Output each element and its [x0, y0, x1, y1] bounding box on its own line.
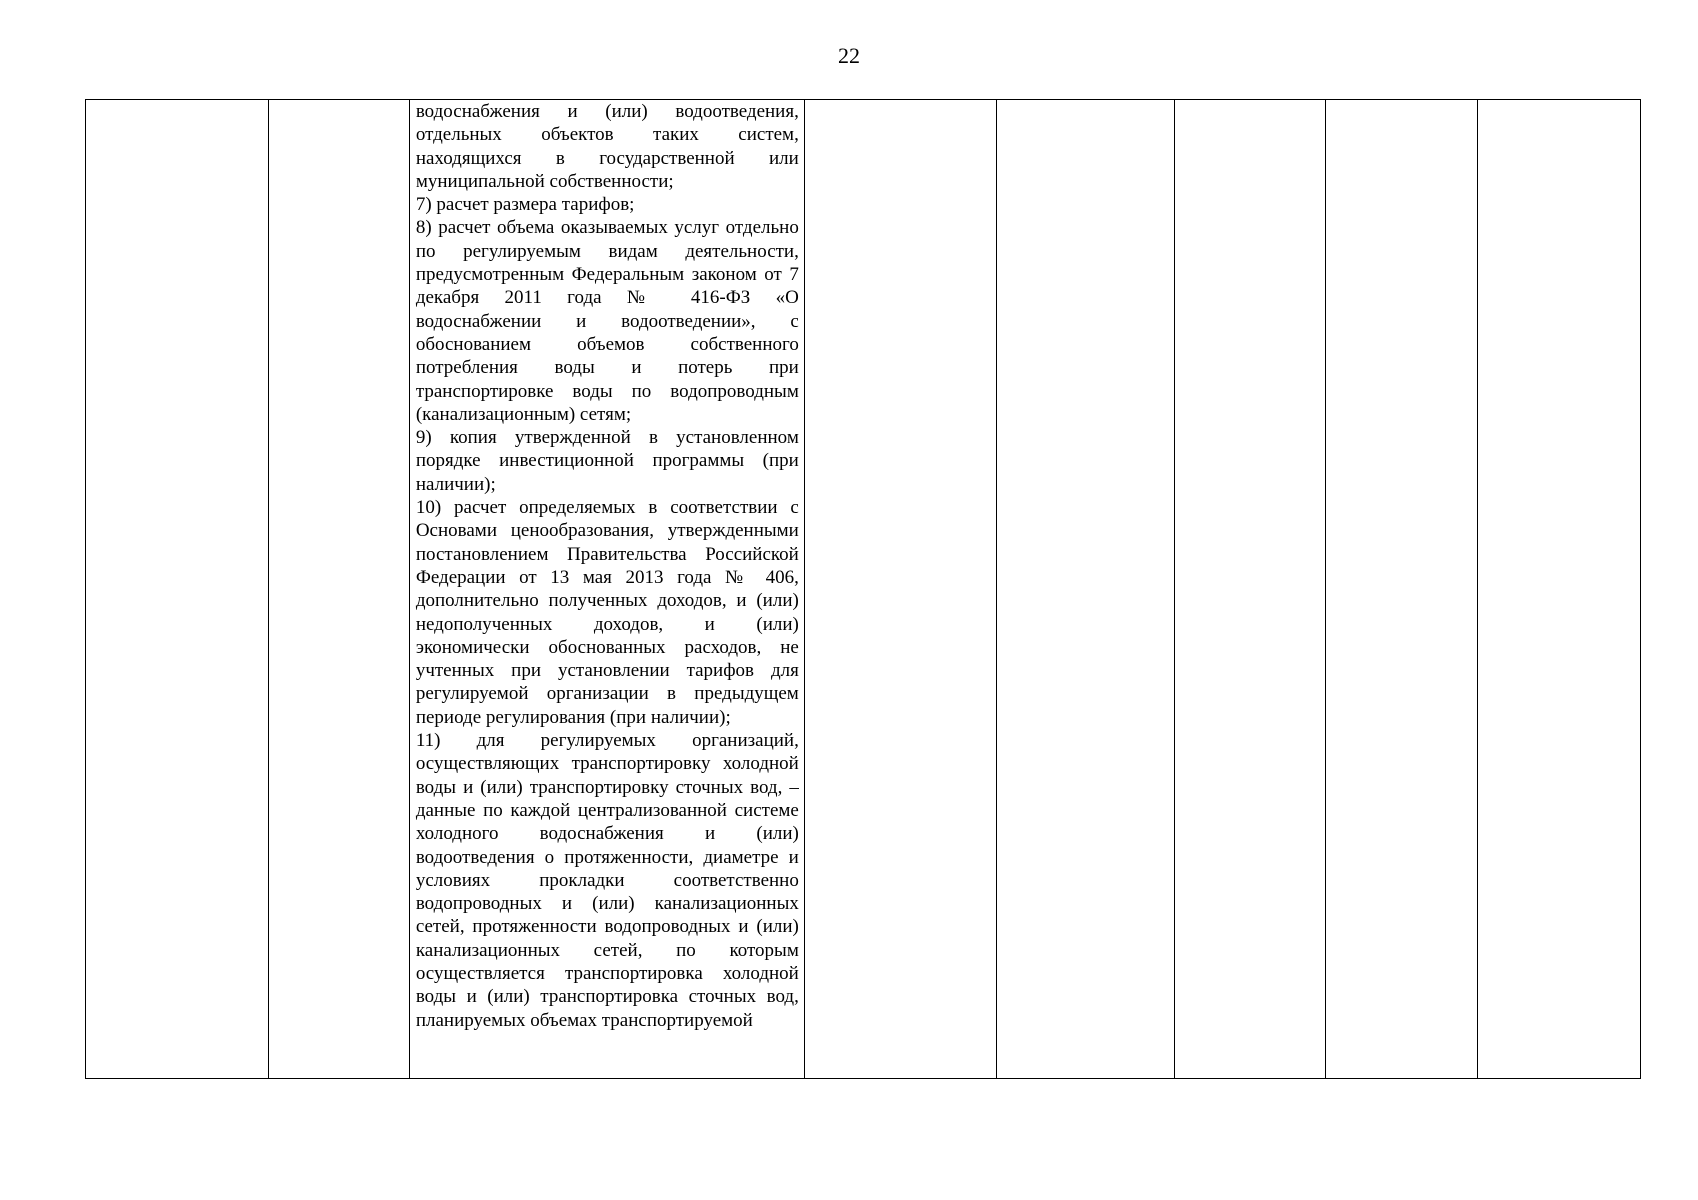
table-cell-4	[804, 100, 996, 1079]
paragraph: 8) расчет объема оказываемых услуг отдельно по регулируемым видам деятельности, предусмотренным Федеральным законом от 7 декабря 2011 года № 416-ФЗ «О водоснабжении и водоотведении», с обоснованием объемов собственного потребления воды и потерь при транспортировке воды по водопроводным (канализационным) сетям;	[415, 217, 799, 425]
table-cell-6	[1174, 100, 1325, 1079]
paragraph: 9) копия утвержденной в установленном порядке инвестиционной программы (при наличии);	[415, 427, 799, 495]
page-number: 22	[838, 43, 860, 68]
document-table	[85, 99, 1641, 1079]
table-cell-2	[269, 100, 409, 1079]
table-cell-8	[1477, 100, 1640, 1079]
table-cell-5	[997, 100, 1174, 1079]
paragraph: водоснабжения и (или) водоотведения, отдельных объектов таких систем, находящихся в государственной или муниципальной собственности;	[415, 101, 799, 192]
requirements-text	[410, 100, 804, 1078]
paragraph: 11) для регулируемых организаций, осуществляющих транспортировку холодной воды и (или) транспортировку сточных вод, – данные по каждой централизованной системе холодного водоснабжения и (или) водоотведения о протяженности, диаметре и условиях прокладки соответственно водопроводных и (или) канализационных сетей, протяженности водопроводных и (или) канализационных сетей, по которым осуществляется транспортировка холодной воды и (или) транспортировка сточных вод, планируемых объемах транспортируемой	[415, 730, 799, 1031]
table-cell-3	[409, 100, 804, 1079]
table-cell-7	[1326, 100, 1477, 1079]
paragraph: 10) расчет определяемых в соответствии с Основами ценообразования, утвержденными постановлением Правительства Российской Федерации от 13 мая 2013 года № 406, дополнительно полученных доходов, и (или) недополученных доходов, и (или) экономически обоснованных расходов, не учтенных при установлении тарифов для регулируемой организации в предыдущем периоде регулирования (при наличии);	[415, 497, 799, 728]
paragraph: 7) расчет размера тарифов;	[415, 194, 635, 216]
table-cell-1	[86, 100, 269, 1079]
table-row	[86, 100, 1641, 1079]
